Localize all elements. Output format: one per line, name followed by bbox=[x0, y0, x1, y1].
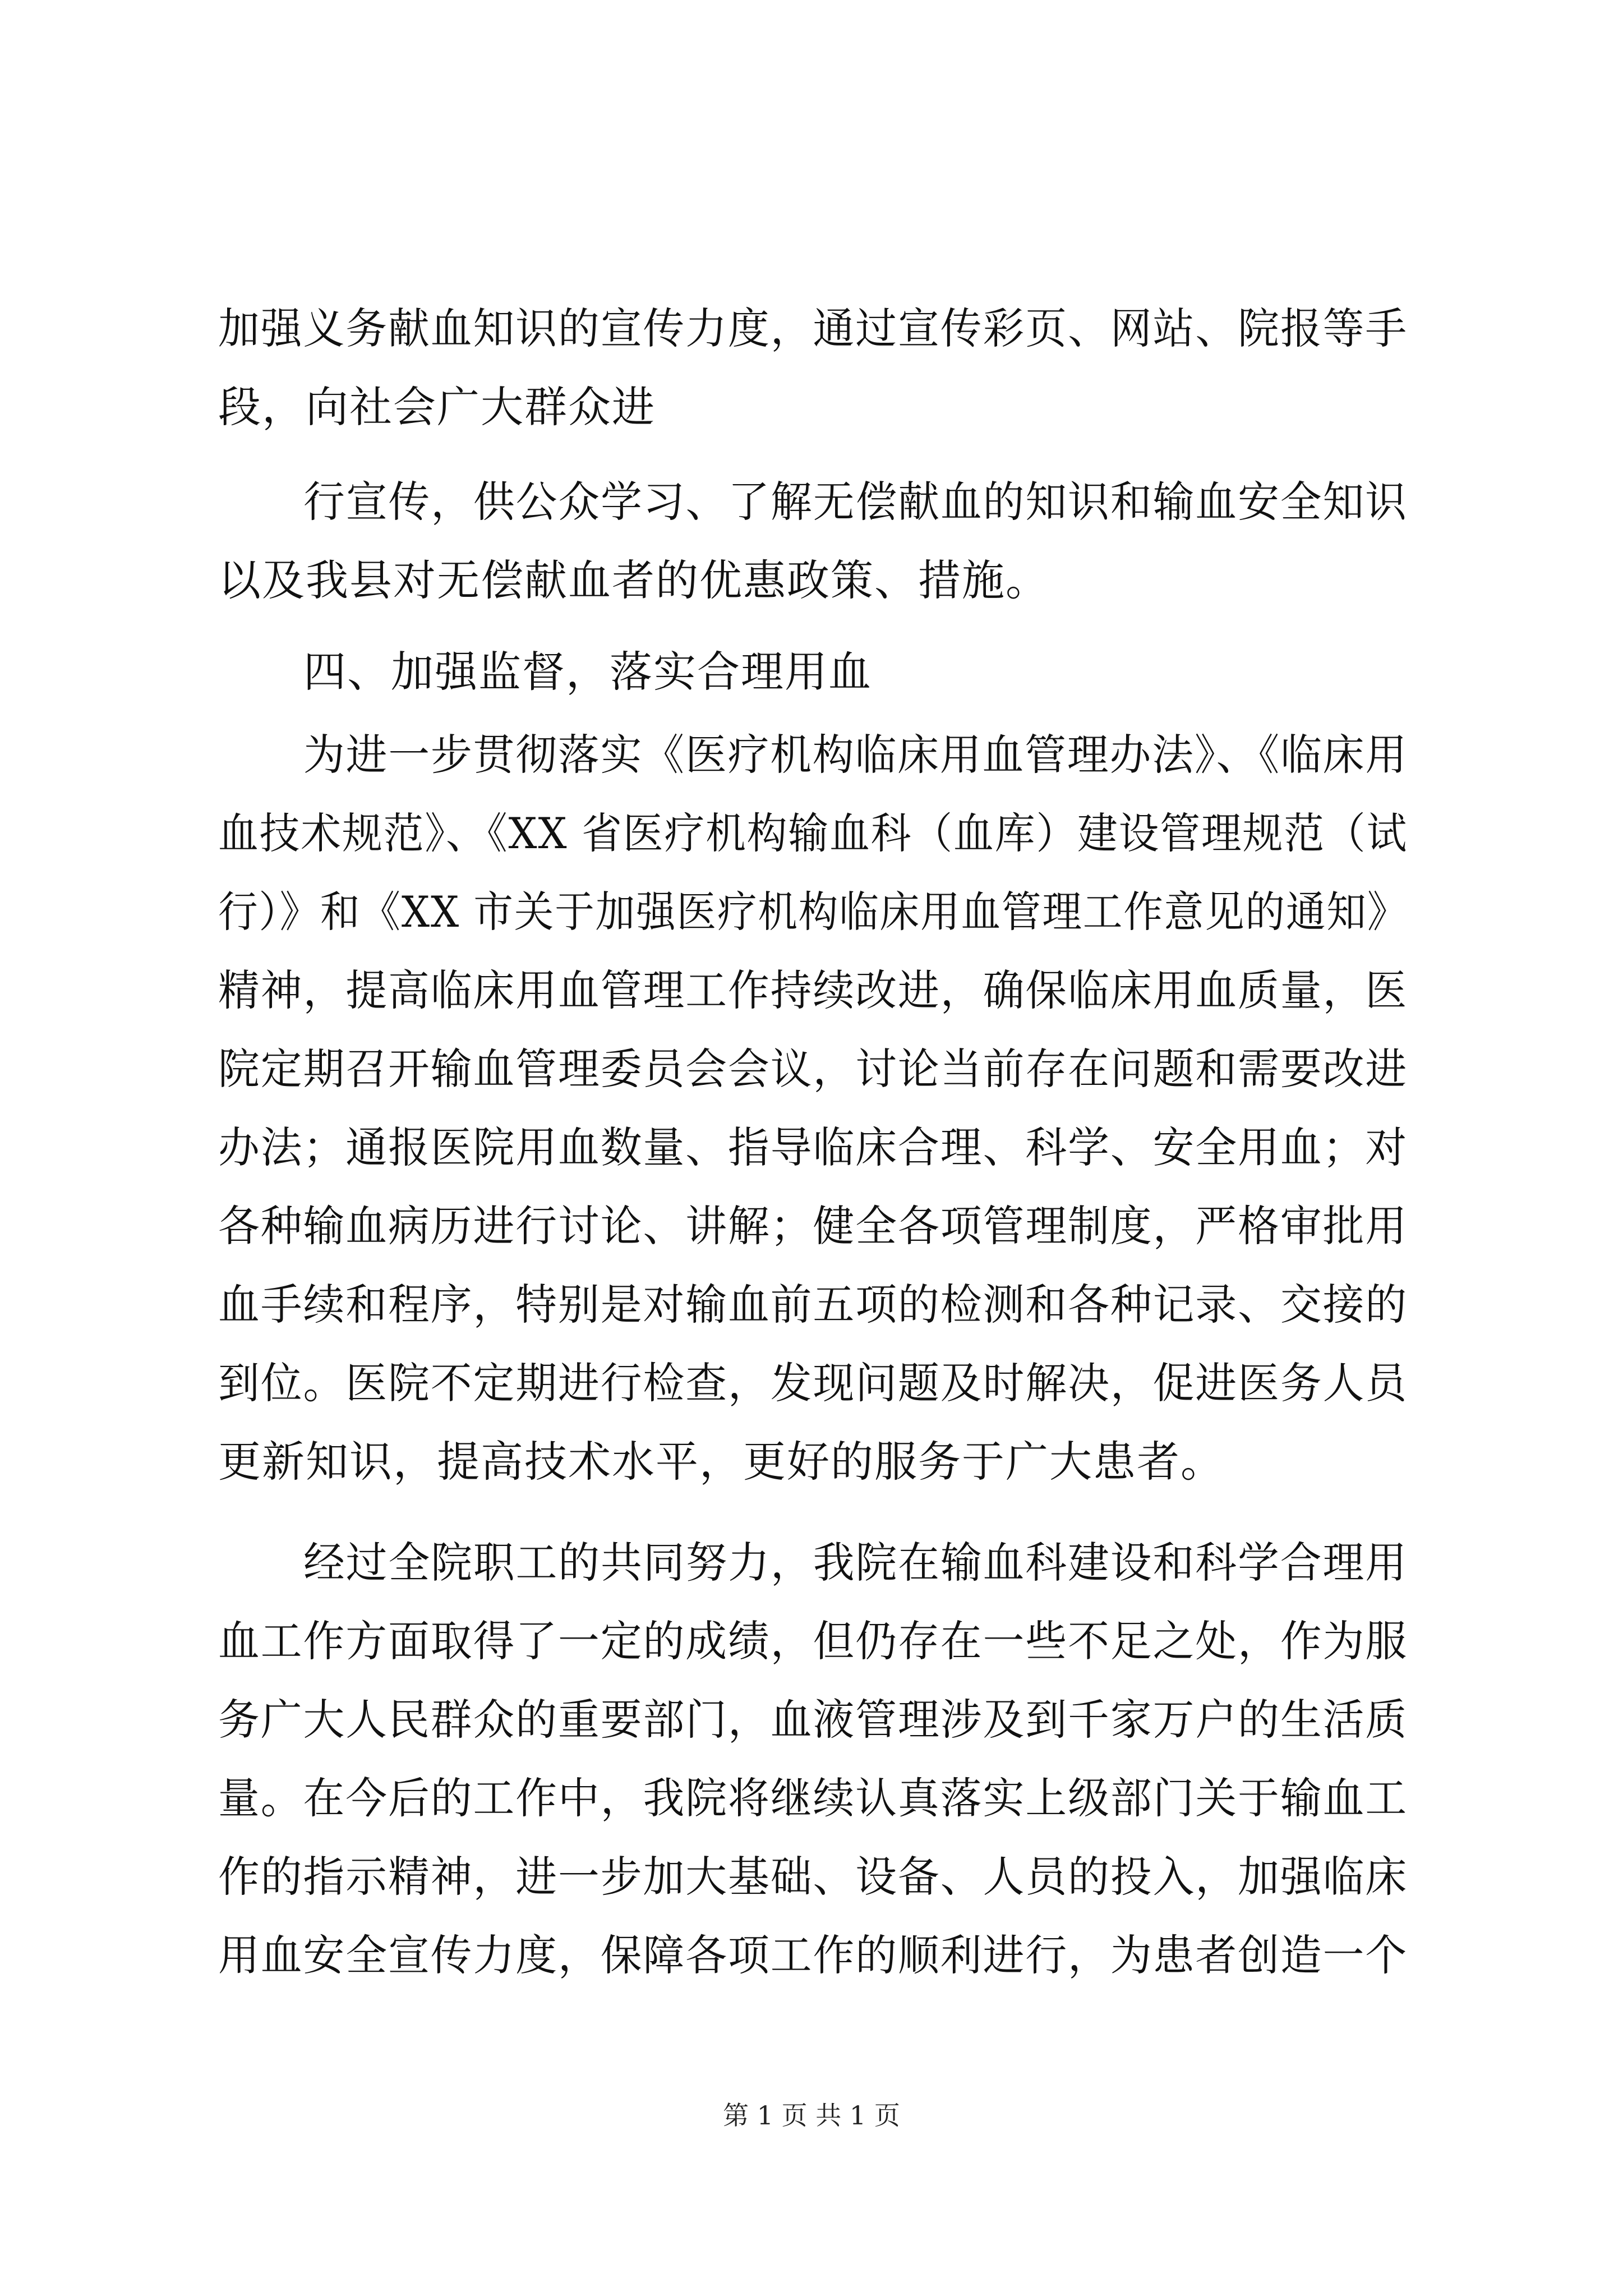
text-line: 血手续和程序，特别是对输血前五项的检测和各种记录、交接的 bbox=[218, 1280, 1408, 1329]
text-line: 用血安全宣传力度，保障各项工作的顺利进行，为患者创造一个 bbox=[218, 1930, 1408, 1980]
text-line: 血技术规范》、《XX 省医疗机构输血科（血库）建设管理规范（试 bbox=[218, 808, 1408, 858]
text-line: 以及我县对无偿献血者的优惠政策、措施。 bbox=[218, 555, 1049, 605]
text-line: 到位。医院不定期进行检查，发现问题及时解决，促进医务人员 bbox=[218, 1358, 1408, 1408]
text-line: 血工作方面取得了一定的成绩，但仍存在一些不足之处，作为服 bbox=[218, 1616, 1408, 1666]
text-line: 经过全院职工的共同努力，我院在输血科建设和科学合理用 bbox=[303, 1538, 1408, 1588]
text-line: 办法；通报医院用血数量、指导临床合理、科学、安全用血；对 bbox=[218, 1122, 1408, 1172]
text-line: 务广大人民群众的重要部门，血液管理涉及到千家万户的生活质 bbox=[218, 1695, 1408, 1745]
text-line: 为进一步贯彻落实《医疗机构临床用血管理办法》、《临床用 bbox=[303, 730, 1408, 780]
text-line: 行宣传，供公众学习、了解无偿献血的知识和输血安全知识 bbox=[303, 477, 1408, 527]
text-line: 各种输血病历进行讨论、讲解；健全各项管理制度，严格审批用 bbox=[218, 1201, 1408, 1251]
text-line: 加强义务献血知识的宣传力度，通过宣传彩页、网站、院报等手 bbox=[218, 303, 1408, 353]
text-line: 段，向社会广大群众进 bbox=[218, 382, 656, 432]
text-line: 院定期召开输血管理委员会会议，讨论当前存在问题和需要改进 bbox=[218, 1044, 1408, 1094]
text-line: 作的指示精神，进一步加大基础、设备、人员的投入，加强临床 bbox=[218, 1852, 1408, 1902]
text-line: 精神，提高临床用血管理工作持续改进，确保临床用血质量，医 bbox=[218, 965, 1408, 1015]
text-line: 量。在今后的工作中，我院将继续认真落实上级部门关于输血工 bbox=[218, 1773, 1408, 1823]
page-footer: 第 1 页 共 1 页 bbox=[723, 2100, 900, 2131]
section-heading: 四、加强监督，落实合理用血 bbox=[303, 647, 872, 697]
text-line: 更新知识，提高技术水平，更好的服务于广大患者。 bbox=[218, 1437, 1224, 1487]
text-line: 行）》和《XX 市关于加强医疗机构临床用血管理工作意见的通知》 bbox=[218, 887, 1408, 937]
